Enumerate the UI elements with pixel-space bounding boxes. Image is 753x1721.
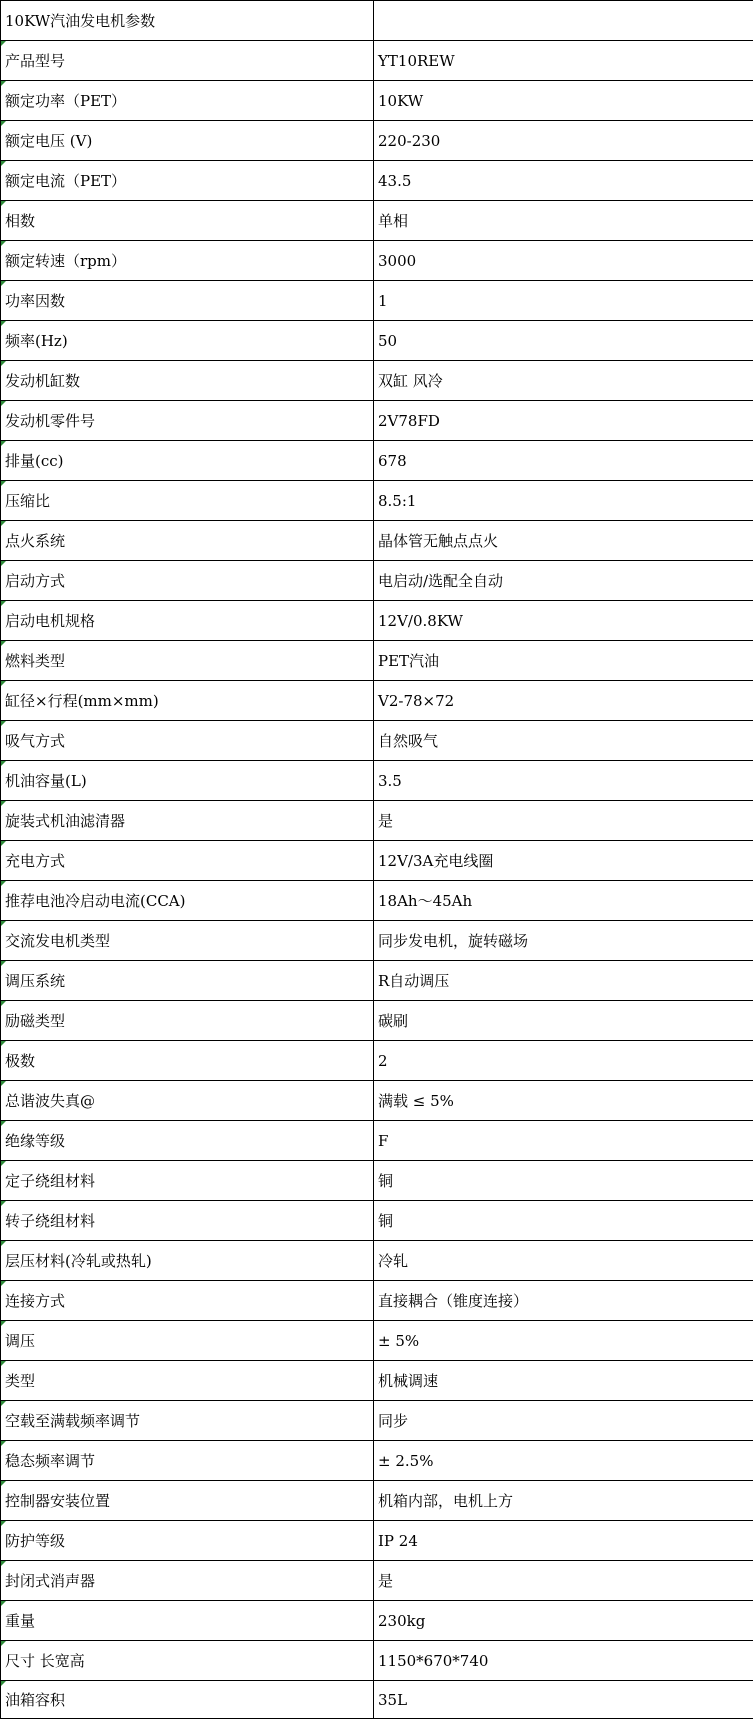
table-row [1, 201, 753, 241]
spec-label: 调压 [1, 1321, 374, 1361]
table-row [1, 841, 753, 881]
spec-value: 8.5:1 [374, 481, 753, 521]
spec-value: 35L [374, 1681, 753, 1719]
spec-label: 交流发电机类型 [1, 921, 374, 961]
table-row [1, 561, 753, 601]
spec-value: 10KW [374, 81, 753, 121]
spec-label: 类型 [1, 1361, 374, 1401]
spec-value: 单相 [374, 201, 753, 241]
spec-table-body [1, 1, 753, 1719]
table-row [1, 1681, 753, 1719]
table-row [1, 1161, 753, 1201]
spec-value: 12V/3A充电线圈 [374, 841, 753, 881]
table-row [1, 1201, 753, 1241]
table-row [1, 441, 753, 481]
table-row [1, 1121, 753, 1161]
spec-label: 稳态频率调节 [1, 1441, 374, 1481]
spec-label: 额定功率（PET） [1, 81, 374, 121]
spec-value: 3.5 [374, 761, 753, 801]
table-row [1, 761, 753, 801]
table-row [1, 1441, 753, 1481]
spec-value: 1150*670*740 [374, 1641, 753, 1681]
table-row [1, 601, 753, 641]
table-row [1, 1521, 753, 1561]
spec-label: 连接方式 [1, 1281, 374, 1321]
spec-value: 230kg [374, 1601, 753, 1641]
spec-value: F [374, 1121, 753, 1161]
spec-label: 发动机零件号 [1, 401, 374, 441]
spec-value: 直接耦合（锥度连接） [374, 1281, 753, 1321]
table-row [1, 361, 753, 401]
spec-label: 调压系统 [1, 961, 374, 1001]
spec-label: 启动电机规格 [1, 601, 374, 641]
spec-label: 绝缘等级 [1, 1121, 374, 1161]
table-row [1, 401, 753, 441]
table-row [1, 161, 753, 201]
spec-label: 空载至满载频率调节 [1, 1401, 374, 1441]
spec-value: 机箱内部，电机上方 [374, 1481, 753, 1521]
spec-label: 发动机缸数 [1, 361, 374, 401]
spec-label: 充电方式 [1, 841, 374, 881]
spec-label: 控制器安装位置 [1, 1481, 374, 1521]
table-row [1, 481, 753, 521]
table-row [1, 1481, 753, 1521]
spec-value: 678 [374, 441, 753, 481]
table-row [1, 81, 753, 121]
spec-value: 是 [374, 801, 753, 841]
table-row [1, 1641, 753, 1681]
table-row [1, 1561, 753, 1601]
title-row [1, 1, 753, 41]
spec-label: 机油容量(L) [1, 761, 374, 801]
spec-value: 50 [374, 321, 753, 361]
table-row [1, 1401, 753, 1441]
spec-label: 总谐波失真@ [1, 1081, 374, 1121]
spec-label: 额定电压 (V) [1, 121, 374, 161]
spec-value: R自动调压 [374, 961, 753, 1001]
table-row [1, 1281, 753, 1321]
spec-value: ± 2.5% [374, 1441, 753, 1481]
spec-value: 铜 [374, 1201, 753, 1241]
spec-label: 层压材料(冷轧或热轧) [1, 1241, 374, 1281]
spec-value: YT10REW [374, 41, 753, 81]
spec-value: 自然吸气 [374, 721, 753, 761]
spec-value: PET汽油 [374, 641, 753, 681]
spec-label: 定子绕组材料 [1, 1161, 374, 1201]
spec-label: 额定转速（rpm） [1, 241, 374, 281]
spec-label: 励磁类型 [1, 1001, 374, 1041]
table-row [1, 1041, 753, 1081]
spec-label: 相数 [1, 201, 374, 241]
spec-value: 铜 [374, 1161, 753, 1201]
table-row [1, 1001, 753, 1041]
spec-value: 3000 [374, 241, 753, 281]
spec-value: 43.5 [374, 161, 753, 201]
table-row [1, 961, 753, 1001]
table-row [1, 121, 753, 161]
spec-label: 油箱容积 [1, 1681, 374, 1719]
spec-value: IP 24 [374, 1521, 753, 1561]
spec-label: 排量(cc) [1, 441, 374, 481]
spec-label: 额定电流（PET） [1, 161, 374, 201]
spec-value: 2 [374, 1041, 753, 1081]
spec-value: 220-230 [374, 121, 753, 161]
table-row [1, 1241, 753, 1281]
spec-label: 封闭式消声器 [1, 1561, 374, 1601]
spec-value: 满载 ≤ 5% [374, 1081, 753, 1121]
spec-label: 吸气方式 [1, 721, 374, 761]
spec-value: 冷轧 [374, 1241, 753, 1281]
spec-value: 2V78FD [374, 401, 753, 441]
table-row [1, 321, 753, 361]
spec-label: 功率因数 [1, 281, 374, 321]
spec-value: V2-78×72 [374, 681, 753, 721]
table-row [1, 721, 753, 761]
table-row [1, 681, 753, 721]
spec-value: 1 [374, 281, 753, 321]
spec-label: 防护等级 [1, 1521, 374, 1561]
table-row [1, 521, 753, 561]
table-row [1, 1081, 753, 1121]
spec-value: 同步发电机，旋转磁场 [374, 921, 753, 961]
table-row [1, 281, 753, 321]
table-row [1, 921, 753, 961]
spec-value: 机械调速 [374, 1361, 753, 1401]
spec-value: 是 [374, 1561, 753, 1601]
spec-label: 启动方式 [1, 561, 374, 601]
spec-label: 产品型号 [1, 41, 374, 81]
spec-value: 电启动/选配全自动 [374, 561, 753, 601]
table-row [1, 801, 753, 841]
table-row [1, 241, 753, 281]
spec-label: 推荐电池冷启动电流(CCA) [1, 881, 374, 921]
spec-value: 碳刷 [374, 1001, 753, 1041]
spec-value: 晶体管无触点点火 [374, 521, 753, 561]
spec-value: 18Ah～45Ah [374, 881, 753, 921]
spec-value: 双缸 风冷 [374, 361, 753, 401]
spec-value: 同步 [374, 1401, 753, 1441]
table-title: 10KW汽油发电机参数 [1, 1, 374, 41]
table-row [1, 41, 753, 81]
table-title-value [374, 1, 753, 41]
spec-label: 尺寸 长宽高 [1, 1641, 374, 1681]
spec-label: 燃料类型 [1, 641, 374, 681]
spec-label: 压缩比 [1, 481, 374, 521]
table-row [1, 1361, 753, 1401]
spec-label: 重量 [1, 1601, 374, 1641]
spec-label: 点火系统 [1, 521, 374, 561]
table-row [1, 881, 753, 921]
spec-label: 极数 [1, 1041, 374, 1081]
table-row [1, 641, 753, 681]
spec-label: 旋装式机油滤清器 [1, 801, 374, 841]
table-row [1, 1601, 753, 1641]
spec-value: ± 5% [374, 1321, 753, 1361]
spec-label: 缸径×行程(mm×mm) [1, 681, 374, 721]
spec-value: 12V/0.8KW [374, 601, 753, 641]
spec-label: 转子绕组材料 [1, 1201, 374, 1241]
spec-label: 频率(Hz) [1, 321, 374, 361]
table-row [1, 1321, 753, 1361]
